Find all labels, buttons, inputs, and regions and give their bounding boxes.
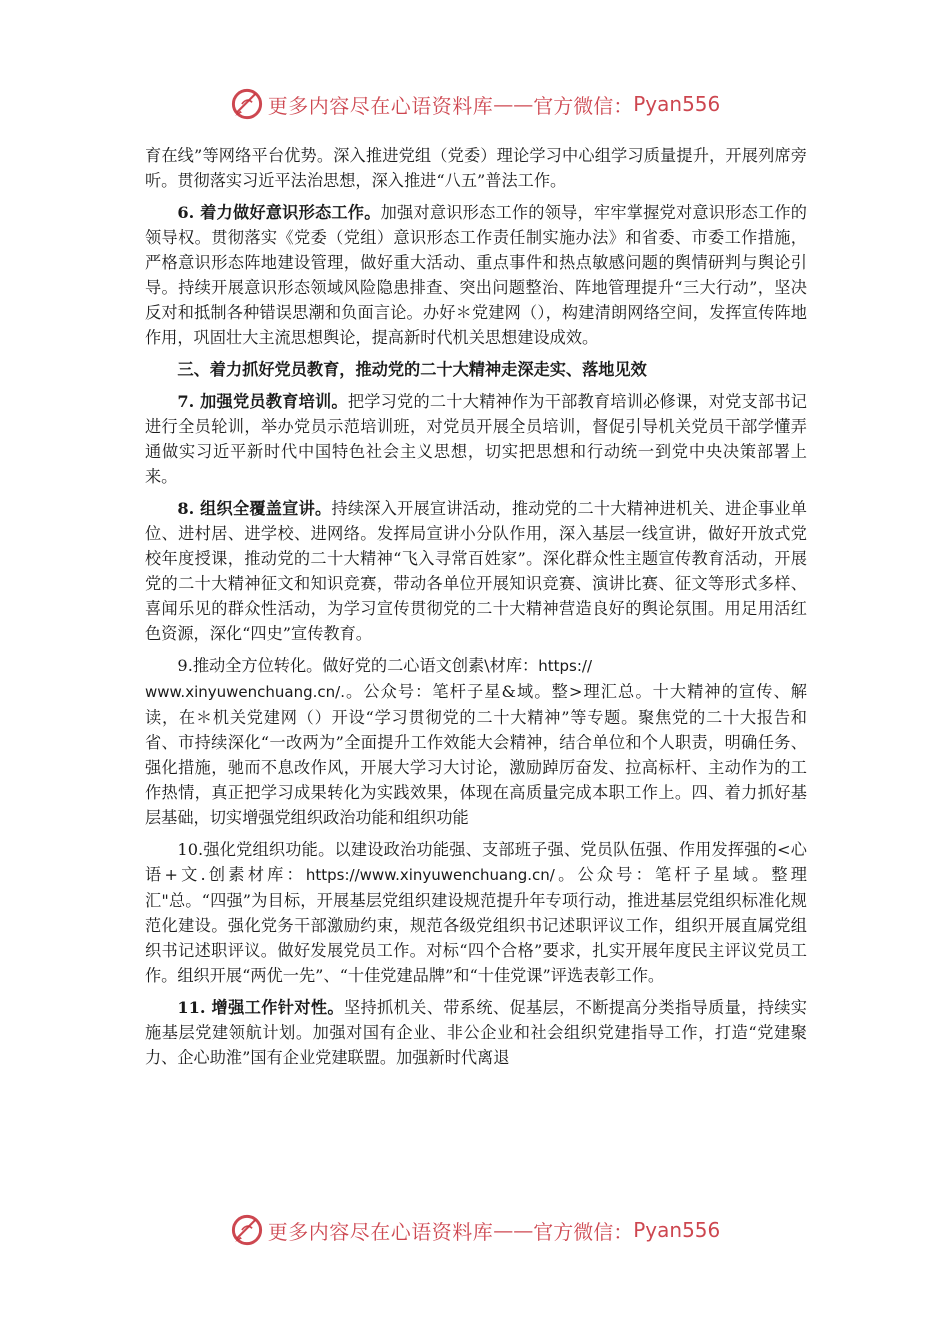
banner-wechat-label: 官方微信： (533, 93, 634, 118)
section-title: 三、着力抓好党员教育，推动党的二十大精神走深走实、落地见效 (177, 360, 647, 379)
paragraph (145, 389, 807, 489)
paragraph-text: 。公众号：笔杆子星域。整理汇"总。“四强”为目标，开展基层党组织建设规范提升年专项行动，推进基层党组织标准化规范化建设。强化党务干部激励约束，规范各级党组织书记述职评议工作，组织开展直属党组织书记述职评议。做好发展党员工作。对标“四个合格”要求，扎实开展年度民主评议党员工作。组织开展“两优一先”、“十佳党建品牌”和“十佳党课”评选表彰工作。 (145, 865, 807, 985)
banner-wechat-label: 官方微信： (533, 1219, 634, 1244)
paragraph (145, 995, 807, 1070)
banner-separator: —— (493, 1218, 534, 1242)
paragraph-text: 加强对意识形态工作的领导，牢牢掌握党对意识形态工作的领导权。贯彻落实《党委（党组）意识形态工作责任制实施办法》和省委、市委工作措施，严格意识形态阵地建设管理，做好重大活动、重点事件和热点敏感问题的舆情研判与舆论引导。持续开展意识形态领域风险隐患排查、突出问题整治、阵地管理提升“三大行动”，坚决反对和抵制各种错误思潮和负面言论。办好＊党建网（），构建清朗网络空间，发挥宣传阵地作用，巩固壮大主流思想舆论，提高新时代机关思想建设成效。 (145, 203, 807, 347)
pen-logo-icon (230, 87, 264, 121)
header-banner (0, 82, 950, 126)
banner-title: 更多内容尽在心语资料库 (267, 1219, 494, 1244)
url-text: www.xinyuwenchuang.cn/. (145, 683, 345, 701)
paragraph (145, 496, 807, 646)
paragraph (145, 653, 807, 830)
footer-banner (0, 1208, 950, 1252)
item-heading: 6. 着力做好意识形态工作。 (177, 203, 381, 222)
paragraph-text: 持续深入开展宣讲活动，推动党的二十大精神进机关、进企事业单位、进村居、进学校、进网络。发挥局宣讲小分队作用，深入基层一线宣讲，做好开放式党校年度授课，推动党的二十大精神“飞入寻常百姓家”。深化群众性主题宣传教育活动，开展党的二十大精神征文和知识竞赛，带动各单位开展知识竞赛、演讲比赛、征文等形式多样、喜闻乐见的群众性活动，为学习宣传贯彻党的二十大精神营造良好的舆论氛围。用足用活红色资源，深化“四史”宣传教育。 (145, 499, 807, 643)
banner-wechat-id: Pyan556 (633, 1218, 721, 1242)
paragraph-text: 育在线”等网络平台优势。深入推进党组（党委）理论学习中心组学习质量提升，开展列席旁听。贯彻落实习近平法治思想，深入推进“八五”普法工作。 (145, 146, 807, 190)
banner-wechat-id: Pyan556 (633, 92, 721, 116)
banner-title: 更多内容尽在心语资料库 (267, 93, 494, 118)
paragraph-text: 10.强化党组织功能。以建设政治功能强、支部班子强、党员队伍强、作用发挥强的<心语+文.创素材库： (145, 840, 807, 884)
banner-separator: —— (493, 92, 534, 116)
paragraph-text: 9.推动全方位转化。做好党的二心语文创素\材库： (177, 656, 539, 675)
paragraph-text: 把学习党的二十大精神作为干部教育培训必修课，对党支部书记进行全员轮训，举办党员示范培训班，对党员开展全员培训，督促引导机关党员干部学懂弄通做实习近平新时代中国特色社会主义思想，切实把思想和行动统一到党中央决策部署上来。 (145, 392, 807, 486)
url-text: https:// (538, 657, 593, 675)
paragraph (145, 143, 807, 193)
paragraph-text: 坚持抓机关、带系统、促基层，不断提高分类指导质量，持续实施基层党建领航计划。加强对国有企业、非公企业和社会组织党建指导工作，打造“党建聚力、企心助淮”国有企业党建联盟。加强新时代离退 (145, 998, 807, 1067)
item-heading: 11. 增强工作针对性。 (177, 998, 344, 1017)
section-heading (145, 357, 807, 382)
item-heading: 7. 加强党员教育培训。 (177, 392, 348, 411)
paragraph (145, 837, 807, 988)
paragraph-text: 。公众号：笔杆子星&域。整>理汇总。十大精神的宣传、解读，在＊机关党建网（）开设“学习贯彻党的二十大精神”等专题。聚焦党的二十大报告和省、市持续深化“一改两为”全面提升工作效能大会精神，结合单位和个人职责，明确任务、强化措施，驰而不息改作风，开展大学习大讨论，激励踔厉奋发、拉高标杆、主动作为的工作热情，真正把学习成果转化为实践效果，体现在高质量完成本职工作上。四、着力抓好基层基础，切实增强党组织政治功能和组织功能 (145, 682, 807, 827)
paragraph (145, 200, 807, 350)
document-body (145, 143, 807, 1077)
item-heading: 8. 组织全覆盖宣讲。 (177, 499, 332, 518)
url-text: https://www.xinyuwenchuang.cn/ (305, 866, 555, 884)
pen-logo-icon (230, 1213, 264, 1247)
